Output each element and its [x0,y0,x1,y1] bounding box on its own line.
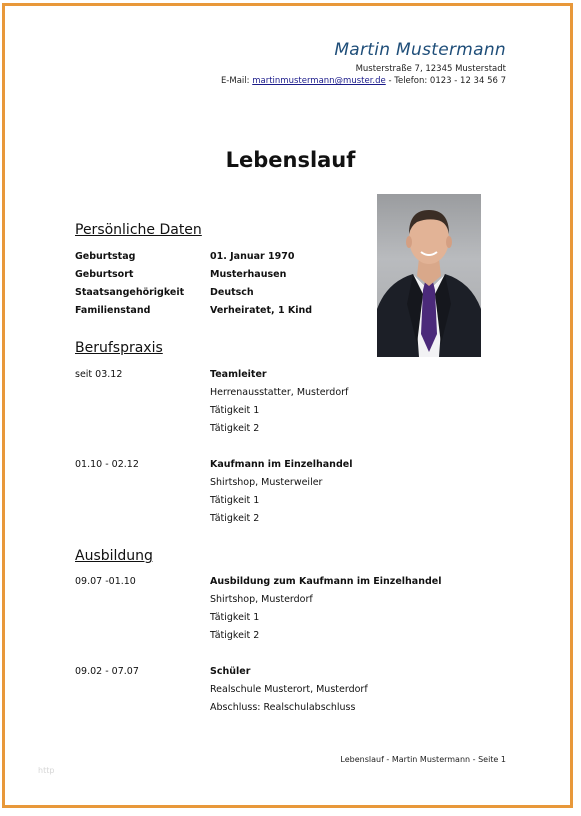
entry-line: Tätigkeit 1 [210,612,260,623]
entry-line: Tätigkeit 1 [210,405,260,416]
profile-photo [377,194,481,357]
section-heading-personal: Persönliche Daten [75,222,202,238]
personal-value: Musterhausen [210,269,287,280]
entry-date: 09.07 -01.10 [75,576,136,587]
entry-title: Teamleiter [210,369,267,380]
personal-value: Deutsch [210,287,254,298]
phone-text: - Telefon: 0123 - 12 34 56 7 [385,76,506,86]
entry-date: 09.02 - 07.07 [75,666,139,677]
header-address: Musterstraße 7, 12345 Musterstadt [355,64,506,74]
page-footer: Lebenslauf - Martin Mustermann - Seite 1 [340,755,506,764]
personal-value: Verheiratet, 1 Kind [210,305,313,316]
entry-title: Ausbildung zum Kaufmann im Einzelhandel [210,576,442,587]
email-link[interactable]: martinmustermann@muster.de [252,76,386,86]
entry-line: Tätigkeit 2 [210,630,260,641]
entry-line: Abschluss: Realschulabschluss [210,702,356,713]
header-contact [221,76,506,86]
entry-line: Shirtshop, Musterweiler [210,477,323,488]
section-heading-work: Berufspraxis [75,340,163,356]
personal-label: Geburtstag [75,251,136,262]
email-prefix: E-Mail: [220,76,253,86]
entry-line: Tätigkeit 2 [210,513,260,524]
personal-value: 01. Januar 1970 [210,251,295,262]
entry-line: Herrenausstatter, Musterdorf [210,387,349,398]
entry-line: Realschule Musterort, Musterdorf [210,684,368,695]
entry-line: Shirtshop, Musterdorf [210,594,313,605]
entry-title: Kaufmann im Einzelhandel [210,459,353,470]
entry-line: Tätigkeit 2 [210,423,260,434]
personal-label: Geburtsort [75,269,134,280]
header-name: Martin Mustermann [334,40,506,60]
page-title: Lebenslauf [225,148,356,172]
personal-label: Staatsangehörigkeit [75,287,185,298]
entry-date: seit 03.12 [75,369,123,380]
entry-line: Tätigkeit 1 [210,495,260,506]
section-heading-education: Ausbildung [75,548,153,564]
personal-label: Familienstand [75,305,151,316]
watermark: http [38,766,55,775]
entry-date: 01.10 - 02.12 [75,459,139,470]
entry-title: Schüler [210,666,251,677]
